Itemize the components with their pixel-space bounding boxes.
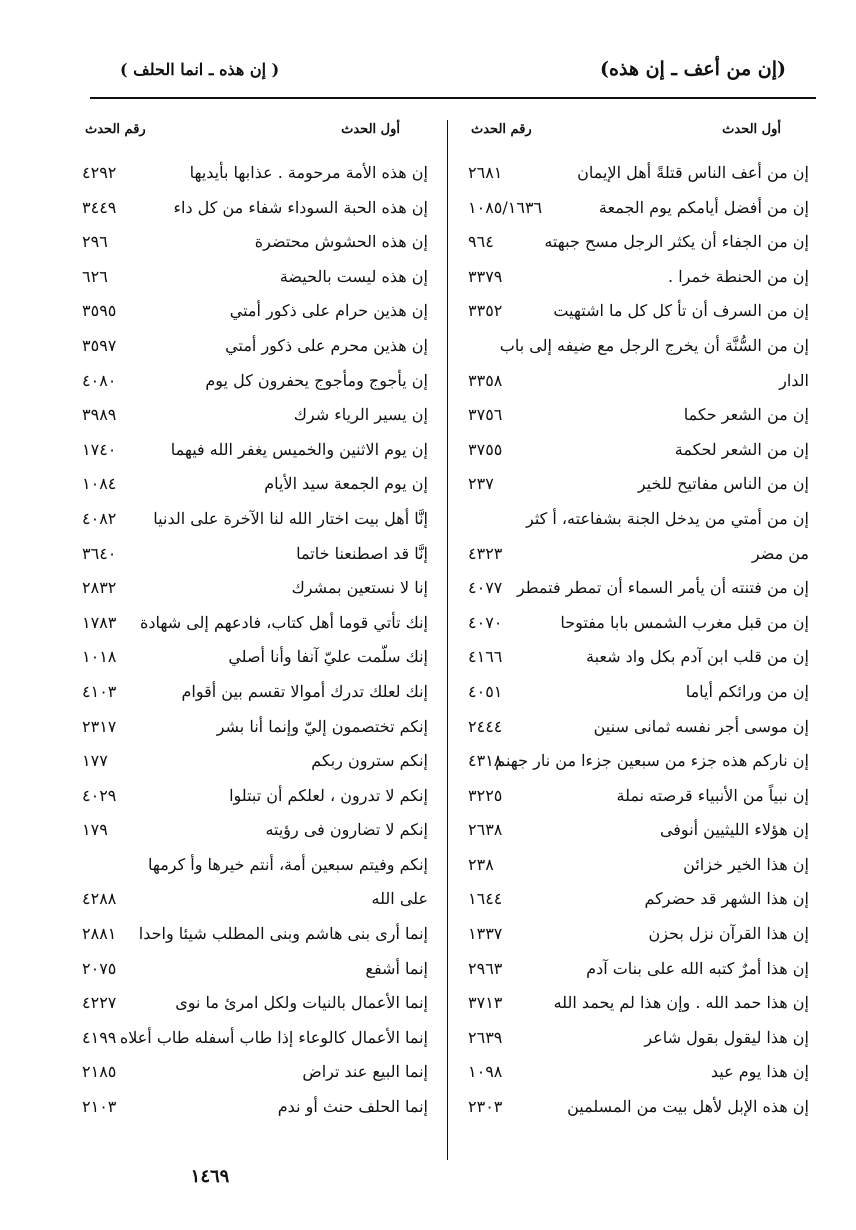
running-head	[90, 58, 816, 94]
entry-first-words: إن من أمتي من يدخل الجنة بشفاعته، أ كثر	[525, 508, 809, 528]
entry-first-words: إنك تأتي قوما أهل كتاب، فادعهم إلى شهادة	[139, 612, 428, 632]
hadith-index-entry	[456, 191, 811, 226]
entry-number: ٣٧٥٦	[468, 405, 503, 425]
right-entry-list	[456, 156, 811, 1125]
entry-number: ١٧٧	[82, 751, 108, 771]
entry-first-words: إن من أفضل أيامكم يوم الجمعة	[598, 197, 809, 217]
entry-number: ٢٨٨١	[82, 924, 117, 944]
entry-number: ٣٤٤٩	[82, 197, 117, 217]
entry-number: ١٦٤٤	[468, 889, 503, 909]
entry-first-words: إنما الأعمال كالوعاء إذا طاب أسفله طاب أعلاه	[119, 1027, 428, 1047]
entry-number: ٢١٠٣	[82, 1097, 117, 1117]
left-entry-list	[70, 156, 430, 1125]
entry-number: ١٠١٨	[82, 647, 117, 667]
entry-first-words: إن هذا حمد الله . وإن هذا لم يحمد الله	[553, 993, 809, 1013]
page-number: ١٤٦٩	[190, 1166, 230, 1187]
entry-first-words: إن هذه الحشوش محتضرة	[254, 232, 428, 252]
hadith-index-entry	[456, 571, 811, 606]
right-running-title: (إن من أعف ـ إن هذه)	[600, 58, 786, 80]
entry-number: ٣٧١٣	[468, 993, 503, 1013]
entry-number: ٢٩٦	[82, 232, 108, 252]
entry-first-words: من مضر	[751, 543, 809, 563]
right-column-header	[456, 120, 811, 156]
entry-first-words: إن هذا الشهر قد حضركم	[644, 889, 809, 909]
entry-number: ٢٣٧	[468, 474, 494, 494]
hadith-index-entry	[70, 1090, 430, 1125]
entry-number: ٣٦٤٠	[82, 543, 117, 563]
entry-number: ٤١٩٩	[82, 1027, 117, 1047]
entry-first-words: إن هذين محرم على ذكور أمتي	[225, 335, 428, 355]
entry-first-words: إن هذه الأمة مرحومة . عذابها بأيديها	[189, 163, 428, 182]
hadith-index-entry	[70, 156, 430, 191]
entry-first-words: إنكم تختصمون إليّ وإنما أنا بشر	[216, 716, 428, 736]
left-column	[70, 120, 430, 1125]
entry-first-words: إن هذه ليست بالحيضة	[279, 266, 428, 286]
entry-first-words: إن هذا أمرٌ كتبه الله على بنات آدم	[586, 958, 809, 978]
header-rule	[90, 97, 816, 99]
hadith-index-entry	[456, 467, 811, 502]
entry-first-words: إن هذا الخير خزائن	[683, 854, 809, 874]
entry-number: ٢٠٧٥	[82, 958, 117, 978]
entry-number: ١٧٩	[82, 820, 108, 840]
entry-number: ٤٣٢٣	[468, 543, 503, 563]
hadith-index-entry	[70, 398, 430, 433]
entry-first-words: إنكم لا تدرون ، لعلكم أن تبتلوا	[229, 785, 428, 805]
entry-first-words: إن يوم الجمعة سيد الأيام	[264, 474, 428, 494]
entry-first-words: إنكم وفيتم سبعين أمة، أنتم خيرها وأ كرمها	[147, 854, 428, 874]
left-column-header	[70, 120, 430, 156]
hadith-index-entry	[456, 329, 811, 364]
entry-number: ٣٣٥٢	[468, 301, 503, 321]
entry-first-words: إن ناركم هذه جزء من سبعين جزءا من نار جهنم	[495, 751, 809, 771]
hadith-index-entry	[456, 1090, 811, 1125]
hadith-index-entry	[70, 710, 430, 745]
hadith-index-entry	[70, 986, 430, 1021]
entry-first-words: إن هذه الحبة السوداء شفاء من كل داء	[173, 197, 428, 217]
entry-number: ٦٢٦	[82, 266, 108, 286]
entry-number: ٣٥٩٧	[82, 335, 117, 355]
entry-first-words: إنَّا أهل بيت اختار الله لنا الآخرة على الدنيا	[153, 508, 428, 528]
hadith-index-entry	[70, 294, 430, 329]
entry-first-words: إن من فتنته أن يأمر السماء أن تمطر فتمطر	[516, 578, 809, 598]
entry-number: ٤٢٩٢	[82, 163, 117, 182]
entry-first-words: على الله	[371, 889, 428, 909]
hadith-index-entry	[70, 606, 430, 641]
hadith-index-entry	[456, 156, 811, 191]
entry-first-words: إن من الناس مفاتيح للخير	[637, 474, 809, 494]
hadith-index-entry	[456, 364, 811, 399]
entry-first-words: إن نبياً من الأنبياء قرصته نملة	[616, 785, 809, 805]
hadith-index-entry	[70, 917, 430, 952]
hadith-index-entry	[456, 1021, 811, 1056]
entry-number: ١٠٨٤	[82, 474, 117, 494]
entry-number: ٣٧٥٥	[468, 439, 503, 459]
left-running-title: ( إن هذه ـ انما الحلف )	[120, 60, 280, 79]
hadith-index-entry	[456, 398, 811, 433]
entry-first-words: إن من الشعر لحكمة	[674, 439, 809, 459]
hadith-index-entry	[456, 433, 811, 468]
entry-number: ٢٦٣٨	[468, 820, 503, 840]
entry-number: ٣٣٥٨	[468, 370, 503, 390]
entry-number: ٢٦٣٩	[468, 1027, 503, 1047]
hadith-index-entry	[456, 744, 811, 779]
number-heading: رقم الحدث	[471, 122, 532, 137]
hadith-index-entry	[456, 225, 811, 260]
hadith-index-entry	[70, 640, 430, 675]
entry-first-words: إن يسير الرياء شرك	[293, 405, 428, 425]
entry-number: ٢٩٦٣	[468, 958, 503, 978]
hadith-index-entry	[70, 571, 430, 606]
hadith-index-entry	[70, 537, 430, 572]
entry-first-words: إن من قلب ابن آدم بكل واد شعبة	[586, 647, 809, 667]
entry-number: ١٣٣٧	[468, 924, 503, 944]
entry-number: ٤٣١٨	[468, 751, 503, 771]
entry-number: ٣٥٩٥	[82, 301, 117, 321]
entry-number: ٣٢٢٥	[468, 785, 503, 805]
hadith-index-entry	[456, 917, 811, 952]
entry-first-words: إن من السرف أن تأ كل كل ما اشتهيت	[553, 301, 809, 321]
entry-number: ٤٠٧٠	[468, 612, 503, 632]
entry-first-words: إنما أرى بنى هاشم وبنى المطلب شيئا واحدا	[138, 924, 428, 944]
hadith-index-entry	[70, 364, 430, 399]
hadith-index-entry	[456, 640, 811, 675]
entry-first-words: إن من قبل مغرب الشمس بابا مفتوحا	[560, 612, 809, 632]
number-heading: رقم الحدث	[85, 122, 146, 137]
right-column	[456, 120, 811, 1125]
hadith-index-entry	[70, 260, 430, 295]
entry-first-words: إن هؤلاء الليثيين أنوفى	[659, 820, 809, 840]
entry-first-words: إن هذا يوم عيد	[710, 1062, 809, 1082]
first-words-heading: أول الحدث	[722, 122, 781, 137]
hadith-index-entry	[70, 882, 430, 917]
hadith-index-entry	[456, 606, 811, 641]
hadith-index-entry	[456, 502, 811, 537]
entry-number: ٢٦٨١	[468, 163, 503, 182]
entry-first-words: إن هذا القرآن نزل بحزن	[648, 924, 809, 944]
entry-number: ٤٠٨٠	[82, 370, 117, 390]
entry-number: ٤١٠٣	[82, 681, 117, 701]
entry-first-words: الدار	[779, 370, 809, 390]
entry-number: ٤٠٧٧	[468, 578, 503, 598]
entry-first-words: إنَّا قد اصطنعنا خاتما	[296, 543, 428, 563]
entry-first-words: إنما الحلف حنث أو ندم	[277, 1097, 428, 1117]
hadith-index-entry	[456, 986, 811, 1021]
hadith-index-entry	[70, 813, 430, 848]
hadith-index-entry	[70, 952, 430, 987]
hadith-index-entry	[456, 1055, 811, 1090]
entry-first-words: إن من الحنطة خمرا .	[668, 266, 809, 286]
hadith-index-entry	[70, 191, 430, 226]
hadith-index-entry	[70, 502, 430, 537]
entry-number: ١٧٤٠	[82, 439, 117, 459]
entry-first-words: إن هذه الإبل لأهل بيت من المسلمين	[567, 1097, 809, 1117]
hadith-index-entry	[456, 882, 811, 917]
hadith-index-entry	[456, 260, 811, 295]
entry-number: ٢٤٤٤	[468, 716, 503, 736]
entry-number: ٤٠٢٩	[82, 785, 117, 805]
column-divider	[447, 120, 448, 1160]
entry-number: ٤٢٨٨	[82, 889, 117, 909]
entry-number: ٢٣١٧	[82, 716, 117, 736]
entry-first-words: إن من السُّنَّة أن يخرج الرجل مع ضيفه إلى باب	[499, 335, 809, 355]
hadith-index-entry	[456, 813, 811, 848]
entry-first-words: إن يأجوج ومأجوج يحفرون كل يوم	[205, 370, 428, 390]
hadith-index-entry	[70, 329, 430, 364]
entry-number: ٢٨٣٢	[82, 578, 117, 598]
entry-first-words: إن موسى أجر نفسه ثمانى سنين	[593, 716, 809, 736]
entry-number: ٤٢٢٧	[82, 993, 117, 1013]
hadith-index-entry	[70, 675, 430, 710]
hadith-index-entry	[456, 952, 811, 987]
hadith-index-entry	[456, 848, 811, 883]
entry-first-words: إنا لا نستعين بمشرك	[291, 578, 428, 598]
hadith-index-entry	[456, 779, 811, 814]
entry-first-words: إن من الجفاء أن يكثر الرجل مسح جبهته	[544, 232, 809, 252]
entry-number: ٢١٨٥	[82, 1062, 117, 1082]
entry-number: ١٧٨٣	[82, 612, 117, 632]
entry-number: ٢٣٠٣	[468, 1097, 503, 1117]
entry-first-words: إن من أعف الناس قتلةً أهل الإيمان	[577, 163, 809, 182]
entry-first-words: إنما الأعمال بالنيات ولكل امرئ ما نوى	[175, 993, 428, 1013]
entry-first-words: إنكم لا تضارون فى رؤيته	[265, 820, 428, 840]
entry-number: ٢٣٨	[468, 854, 494, 874]
entry-first-words: إنما البيع عند تراض	[302, 1062, 428, 1082]
hadith-index-entry	[70, 225, 430, 260]
entry-first-words: إن يوم الاثنين والخميس يغفر الله فيهما	[170, 439, 428, 459]
hadith-index-entry	[70, 848, 430, 883]
entry-number: ٣٩٨٩	[82, 405, 117, 425]
hadith-index-entry	[456, 294, 811, 329]
entry-first-words: إنك لعلك تدرك أموالا تقسم بين أقوام	[181, 681, 428, 701]
hadith-index-entry	[70, 744, 430, 779]
entry-first-words: إنكم سترون ربكم	[311, 751, 428, 771]
hadith-index-entry	[456, 710, 811, 745]
first-words-heading: أول الحدث	[341, 122, 400, 137]
entry-first-words: إن هذا ليقول بقول شاعر	[644, 1027, 809, 1047]
hadith-index-entry	[456, 675, 811, 710]
entry-number: ١٠٩٨	[468, 1062, 503, 1082]
entry-number: ٩٦٤	[468, 232, 494, 252]
entry-first-words: إنما أشفع	[365, 958, 428, 978]
hadith-index-entry	[456, 537, 811, 572]
entry-number: ٤٠٥١	[468, 681, 503, 701]
entry-first-words: إن من ورائكم أياما	[685, 681, 809, 701]
hadith-index-entry	[70, 1021, 430, 1056]
hadith-index-entry	[70, 1055, 430, 1090]
entry-first-words: إن من الشعر حكما	[683, 405, 809, 425]
hadith-index-entry	[70, 433, 430, 468]
entry-first-words: إنك سلّمت عليّ آنفا وأنا أصلي	[228, 647, 428, 667]
entry-number: ٤١٦٦	[468, 647, 503, 667]
hadith-index-entry	[70, 779, 430, 814]
entry-first-words: إن هذين حرام على ذكور أمتي	[229, 301, 428, 321]
hadith-index-entry	[70, 467, 430, 502]
entry-number: ٣٣٧٩	[468, 266, 503, 286]
entry-number: ٤٠٨٢	[82, 508, 117, 528]
entry-number: ١٠٨٥/١٦٣٦	[468, 197, 543, 217]
